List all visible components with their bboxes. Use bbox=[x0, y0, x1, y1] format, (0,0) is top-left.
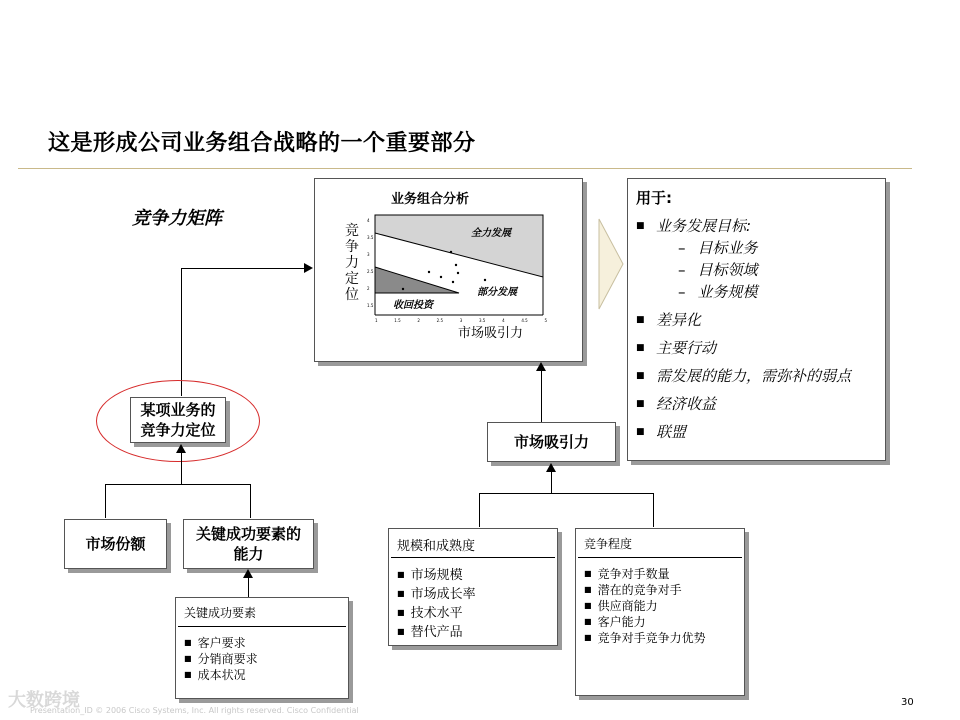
portfolio-analysis-box bbox=[314, 178, 583, 362]
title-rule bbox=[18, 168, 912, 169]
uses-item: ■ 主要行动 bbox=[636, 337, 885, 359]
zone-label-bottom: 收回投资 bbox=[393, 300, 433, 311]
list-item: ■ 客户要求 bbox=[184, 635, 340, 651]
uses-subitem: – 业务规模 bbox=[678, 281, 885, 303]
arrow-right-icon bbox=[304, 263, 313, 273]
zone-label-top: 全力发展 bbox=[471, 228, 511, 239]
footer-text: Presentation_ID © 2006 Cisco Systems, Inc. All rights reserved. Cisco Confidential bbox=[30, 706, 359, 715]
node-label: 能力 bbox=[233, 545, 264, 563]
list-item: ■ 替代产品 bbox=[397, 623, 549, 642]
list-item: ■ 客户能力 bbox=[584, 614, 736, 630]
portfolio-title: 业务组合分析 bbox=[391, 192, 470, 207]
connector-line bbox=[653, 493, 654, 527]
watermark-logo: 大数跨境 bbox=[8, 690, 80, 711]
competition-box-header: 竞争程度 bbox=[584, 537, 633, 551]
uses-subitem: – 目标领域 bbox=[678, 259, 885, 281]
uses-item: ■ 联盟 bbox=[636, 421, 885, 443]
competition-box bbox=[575, 528, 745, 696]
node-label: 关键成功要素的 bbox=[195, 525, 301, 543]
list-item: ■ 竞争对手竞争力优势 bbox=[584, 630, 736, 646]
connector-line bbox=[541, 370, 542, 422]
list-item: ■ 分销商要求 bbox=[184, 651, 340, 667]
uses-header: 用于: bbox=[636, 189, 672, 207]
list-item: ■ 竞争对手数量 bbox=[584, 566, 736, 582]
uses-item: ■ 差异化 bbox=[636, 309, 885, 331]
node-label: 竞争力定位 bbox=[140, 421, 216, 439]
portfolio-xlabel: 市场吸引力 bbox=[458, 326, 524, 341]
node-label: 某项业务的 bbox=[140, 401, 216, 419]
connector-line bbox=[181, 268, 305, 269]
uses-item: ■ 业务发展目标: bbox=[636, 215, 885, 237]
list-item: ■ 市场规模 bbox=[397, 566, 549, 585]
uses-item: ■ 经济收益 bbox=[636, 393, 885, 415]
connector-line bbox=[105, 484, 106, 518]
page-number: 30 bbox=[901, 697, 914, 708]
list-item: ■ 供应商能力 bbox=[584, 598, 736, 614]
scale-box-header: 规模和成熟度 bbox=[397, 539, 476, 554]
uses-box bbox=[627, 178, 886, 461]
x-ticks: 1 1.5 2 2.5 3 3.5 4 4.5 5 bbox=[375, 318, 547, 323]
ksf-box-header: 关键成功要素 bbox=[184, 606, 257, 620]
connector-line bbox=[479, 493, 480, 527]
portfolio-ylabel: 竞争力定位 bbox=[345, 223, 359, 303]
list-item: ■ 市场成长率 bbox=[397, 585, 549, 604]
connector-line bbox=[248, 577, 249, 597]
competitive-position-node bbox=[130, 397, 226, 443]
list-item: ■ 潜在的竞争对手 bbox=[584, 582, 736, 598]
connector-line bbox=[479, 493, 654, 494]
zone-label-middle: 部分发展 bbox=[477, 287, 517, 298]
slide-title: 这是形成公司业务组合战略的一个重要部分 bbox=[48, 131, 476, 156]
uses-subitem: – 目标业务 bbox=[678, 237, 885, 259]
connector-line bbox=[551, 471, 552, 493]
list-item: ■ 成本状况 bbox=[184, 667, 340, 683]
market-attractiveness-node: 市场吸引力 bbox=[487, 422, 616, 462]
connector-line bbox=[250, 484, 251, 518]
connector-line bbox=[105, 484, 251, 485]
chevron-arrow-icon bbox=[598, 218, 624, 310]
scale-maturity-box bbox=[388, 528, 558, 646]
list-item: ■ 技术水平 bbox=[397, 604, 549, 623]
connector-line bbox=[181, 268, 182, 396]
market-share-node: 市场份额 bbox=[64, 519, 167, 569]
uses-item: ■ 需发展的能力，需弥补的弱点 bbox=[636, 365, 856, 387]
y-ticks: 4 3.5 3 2.5 2 1.5 bbox=[367, 218, 374, 308]
ksf-box bbox=[175, 597, 349, 699]
matrix-caption: 竞争力矩阵 bbox=[132, 208, 222, 229]
connector-line bbox=[181, 452, 182, 484]
ksf-capability-node bbox=[183, 519, 314, 569]
